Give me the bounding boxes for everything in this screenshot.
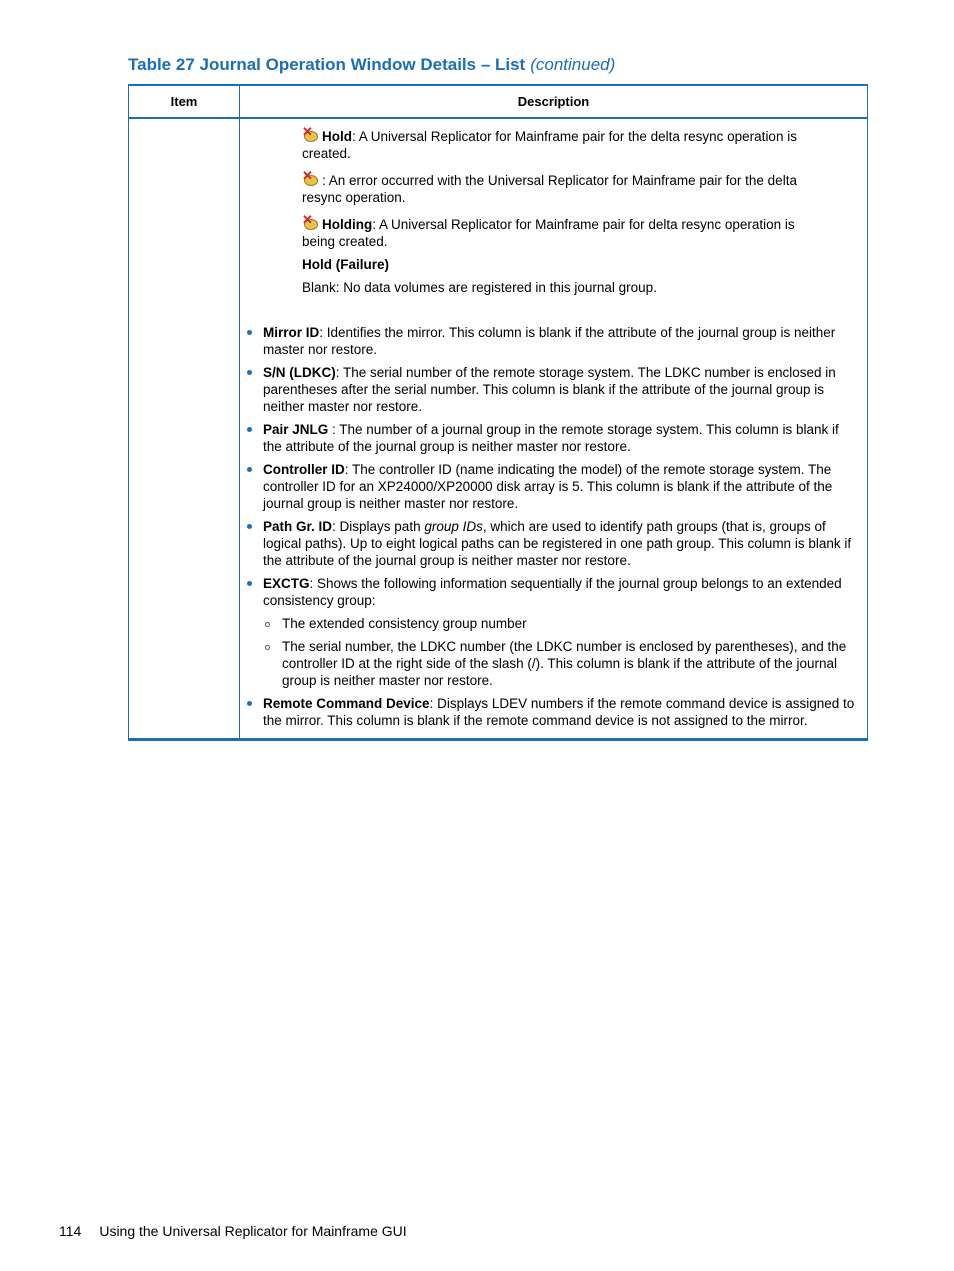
list-item-exctg: EXCTG: Shows the following information sequentially if the journal group belongs to an extended consistency group: The extended consistency group number The serial number, the LDKC number (the LDKC number is enclosed by parentheses), and the controller ID at the right side of the slash (/). This column is blank if the attribute of the journal group is neither master nor restore. <box>263 575 861 689</box>
table-row <box>129 118 868 740</box>
hold-pair-icon: ✕ <box>302 128 320 143</box>
column-header-item: Item <box>129 85 240 118</box>
page-footer <box>59 1223 407 1239</box>
table-caption-title: Table 27 Journal Operation Window Details – List <box>128 55 526 74</box>
list-item-pair-jnlg: Pair JNLG : The number of a journal group in the remote storage system. This column is blank if the attribute of the journal group is neither master nor restore. <box>263 421 861 455</box>
journal-details-table <box>128 84 868 741</box>
list-item-sn-ldkc: S/N (LDKC): The serial number of the remote storage system. The LDKC number is enclosed in parentheses after the serial number. This column is blank if the attribute of the journal group is neither master nor restore. <box>263 364 861 415</box>
status-text: : An error occurred with the Universal Replicator for Mainframe pair for the delta resync operation. <box>302 173 797 205</box>
list-item-path-gr-id: Path Gr. ID: Displays path group IDs, which are used to identify path groups (that is, groups of logical paths). Up to eight logical paths can be registered in one path group. This column is blank if the attribute of the journal group is neither master nor restore. <box>263 518 861 569</box>
error-pair-icon: ✕ <box>302 172 320 187</box>
list-item-mirror-id: Mirror ID: Identifies the mirror. This column is blank if the attribute of the journal group is neither master nor restore. <box>263 324 861 358</box>
column-descriptions-list <box>240 324 867 729</box>
blank-note: Blank: No data volumes are registered in this journal group. <box>302 280 657 295</box>
exctg-sublist <box>263 615 861 689</box>
column-header-description: Description <box>240 85 868 118</box>
status-entry-holding <box>302 212 809 250</box>
description-cell <box>240 118 868 740</box>
status-list <box>240 119 867 296</box>
status-text: : A Universal Replicator for Mainframe pair for the delta resync operation is created. <box>302 129 797 161</box>
sublist-item: The serial number, the LDKC number (the LDKC number is enclosed by parentheses), and the controller ID at the right side of the slash (/). This column is blank if the attribute of the journal group is neither master nor restore. <box>282 638 861 689</box>
status-term: Hold <box>322 129 352 144</box>
running-title: Using the Universal Replicator for Mainframe GUI <box>99 1223 407 1239</box>
status-text: : A Universal Replicator for Mainframe pair for delta resync operation is being created. <box>302 217 795 249</box>
sublist-item: The extended consistency group number <box>282 615 861 632</box>
status-entry-error <box>302 168 809 206</box>
list-item-remote-command-device: Remote Command Device: Displays LDEV numbers if the remote command device is assigned to the mirror. This column is blank if the remote command device is not assigned to the mirror. <box>263 695 861 729</box>
list-item-controller-id: Controller ID: The controller ID (name indicating the model) of the remote storage system. The controller ID for an XP24000/XP20000 disk array is 5. This column is blank if the attribute of the journal group is neither master nor restore. <box>263 461 861 512</box>
table-caption <box>128 55 615 75</box>
page-number: 114 <box>59 1223 82 1239</box>
status-entry-hold <box>302 124 809 162</box>
table-header-row <box>129 85 868 118</box>
table-caption-continued: (continued) <box>530 55 616 74</box>
hold-failure-label: Hold (Failure) <box>302 257 389 272</box>
item-cell <box>129 118 240 740</box>
holding-pair-icon: ✕ <box>302 216 320 231</box>
status-term: Holding <box>322 217 373 232</box>
